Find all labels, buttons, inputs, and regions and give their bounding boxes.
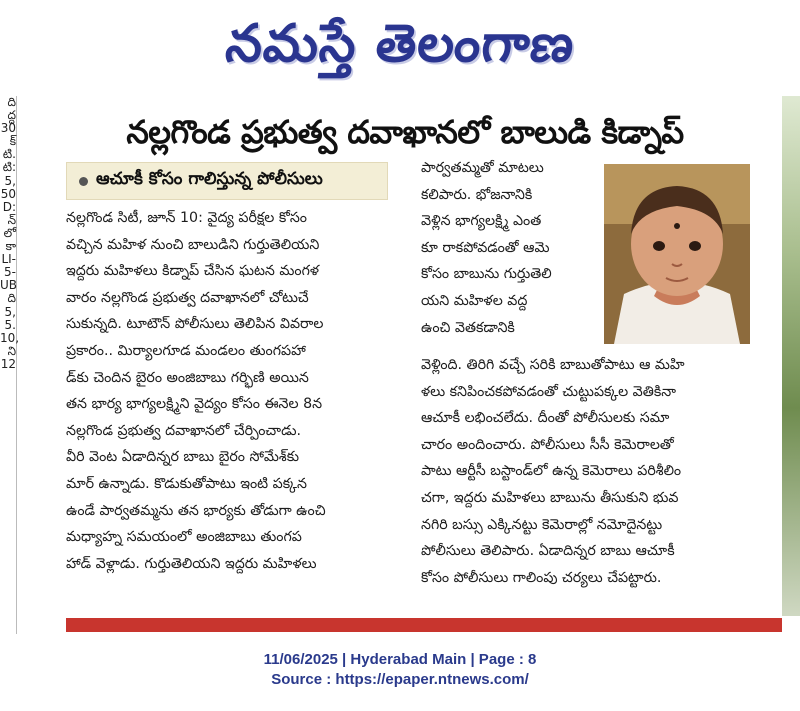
article-line: చగా, ఇద్దరు మహిళలు బాబును తీసుకుని భువ <box>421 489 679 506</box>
newspaper-title: నమస్తే తెలంగాణ <box>222 13 578 74</box>
fragment-line: UB <box>0 278 18 293</box>
adjacent-image-fragment <box>782 96 800 616</box>
article-line: ఆచూకీ లభించలేదు. దీంతో పోలీసులకు సమా <box>421 410 670 427</box>
article-line: కూ రాకపోవడంతో ఆమె <box>421 239 550 256</box>
fragment-line: ది <box>7 291 16 306</box>
fragment-line: 50 <box>0 186 16 201</box>
article-line: పార్వతమ్మతో మాటలు <box>421 160 544 176</box>
article-line: ఉంచి వెతకడానికి <box>421 319 515 336</box>
adjacent-column-fragment <box>0 95 20 634</box>
fragment-line: 5. <box>4 317 16 332</box>
article-line: పోలీసులు తెలిపారు. ఏడాదిన్నర బాబు ఆచూకీ <box>421 543 675 560</box>
child-photo <box>604 164 750 344</box>
fragment-line: న్ <box>7 212 16 227</box>
masthead <box>0 4 800 84</box>
bullet-icon <box>79 177 88 186</box>
article-line: ప్రకారం.. మిర్యాలగూడ మండలం తుంగపహా <box>66 342 306 359</box>
article-subheadline <box>66 162 388 200</box>
fragment-line: ది <box>7 95 16 109</box>
subheadline-text: ఆచూకీ కోసం గాలిస్తున్న పోలీసులు <box>96 169 323 189</box>
article-line: డ్‌కు చెందిన బైరం అంజిబాబు గర్భిణి అయిన <box>66 369 309 386</box>
fragment-line: కా <box>5 239 16 254</box>
child-photo-illustration <box>604 164 750 344</box>
article-line: పాటు ఆర్టీసీ బస్టాండ్‌లో ఉన్న కెమెరాలు పరిశీలిం <box>421 463 682 480</box>
article-line: కోసం పోలీసులు గాలింపు చర్యలు చేపట్టారు. <box>421 569 662 586</box>
article-line: కోసం బాబును గుర్తుతెలి <box>421 266 552 283</box>
fragment-line: లో <box>3 225 16 240</box>
article-column-2-bottom <box>421 352 769 591</box>
article-headline: నల్లగొండ ప్రభుత్వ దవాఖానలో బాలుడి కిడ్నాప్ <box>126 113 684 151</box>
fragment-line: LI- <box>1 252 16 267</box>
article-line: తన భార్య భాగ్యలక్ష్మిని వైద్యం కోసం ఈనెల 8న <box>66 396 323 413</box>
article-line: మధ్యాహ్న సమయంలో అంజిబాబు తుంగప <box>66 529 302 546</box>
article-line: మార్ ఉన్నాడు. కొడుకుతోపాటు ఇంటి పక్కన <box>66 475 307 492</box>
article-line: వెళ్లింది. తిరిగి వచ్చే సరికి బాబుతోపాటు ఆ మహి <box>421 357 685 373</box>
fragment-line: టి. <box>2 147 16 162</box>
fragment-line: 5, <box>4 304 16 319</box>
article-line: వచ్చిన మహిళ నుంచి బాలుడిని గుర్తుతెలియని <box>66 236 320 253</box>
article-line: నల్లగొండ ప్రభుత్వ దవాఖానలో చేర్పించాడు. <box>66 422 301 439</box>
article-column-2-top <box>421 155 593 341</box>
fragment-line: క్ <box>9 134 16 149</box>
bottom-accent-bar <box>66 618 782 632</box>
article-line: వారం నల్లగొండ ప్రభుత్వ దవాఖానలో చోటుచే <box>66 289 309 306</box>
article-line: నల్లగొండ సిటీ, జూన్ 10: వైద్య పరీక్షల కోసం <box>66 210 307 226</box>
fragment-line: ద్ద <box>7 108 16 123</box>
article-line: నగిరి బస్సు ఎక్కినట్టు కెమెరాల్లో నమోదైనట్టు <box>421 516 663 533</box>
fragment-line: 5- <box>4 265 16 280</box>
article-line: వీరి వెంట ఏడాదిన్నర బాబు బైరం సోమేశ్‌కు <box>66 449 300 466</box>
page-footer <box>0 650 800 690</box>
article-line: కలిపారు. భోజనానికి <box>421 186 533 203</box>
fragment-line: 5, <box>4 173 16 188</box>
article-line: హాడ్ వెళ్లాడు. గుర్తుతెలియని ఇద్దరు మహిళలు <box>66 555 317 572</box>
article-line: ఉండే పార్వతమ్మను తన భార్యకు తోడుగా ఉంచి <box>66 502 326 519</box>
article-line: ళలు కనిపించకపోవడంతో చుట్టుపక్కల వెతికినా <box>421 383 676 400</box>
fragment-line: 12 <box>0 356 16 371</box>
article-line: యని మహిళల వద్ద <box>421 292 528 309</box>
article-line: చారం అందించారు. పోలీసులు సీసీ కెమెరాలతో <box>421 436 674 453</box>
article-line: వెళ్లిన భాగ్యలక్ష్మి ఎంత <box>421 213 542 230</box>
article-column-1 <box>66 205 393 577</box>
article-line: సుకున్నది. టూటౌన్ పోలీసులు తెలిపిన వివరాల <box>66 316 324 333</box>
fragment-line: 30 <box>0 121 16 136</box>
article-line: ఇద్దరు మహిళలు కిడ్నాప్ చేసిన ఘటన మంగళ <box>66 263 320 280</box>
fragment-line: 10, <box>0 330 20 345</box>
edition-info: 11/06/2025 | Hyderabad Main | Page : 8 <box>263 651 537 668</box>
fragment-line: D: <box>2 199 16 214</box>
fragment-line: టి: <box>2 160 16 175</box>
fragment-line: ని <box>7 343 16 358</box>
source-link[interactable]: Source : https://epaper.ntnews.com/ <box>271 671 529 688</box>
